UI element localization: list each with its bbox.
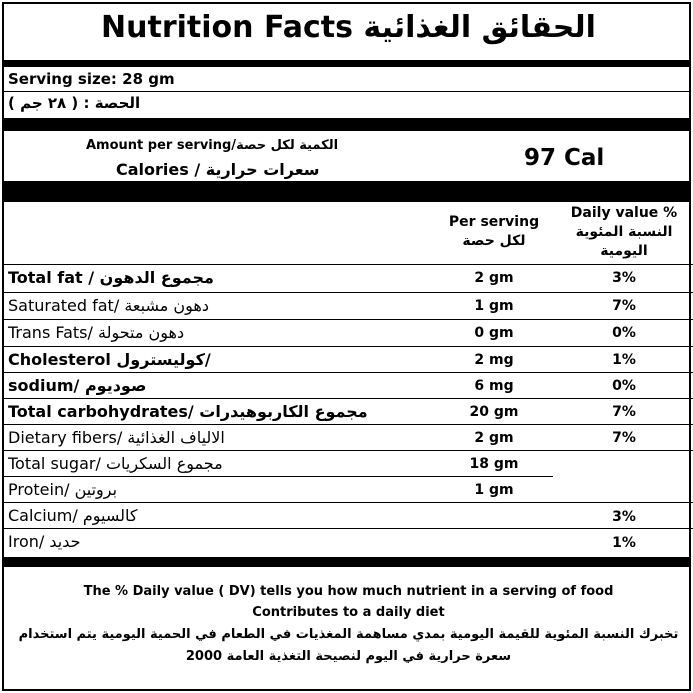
nutrient-row-sodium (4, 373, 693, 400)
nutrient-row-total-fat (4, 265, 693, 292)
nutrient-daily-value: 7% (612, 298, 636, 314)
nutrient-name: Protein/ بروتين (8, 480, 118, 499)
column-per-serving-ar: لكل حصة (462, 233, 526, 249)
nutrient-name: Total carbohydrates/ مجموع الكاربوهيدرات (8, 402, 368, 421)
nutrient-amount: 20 gm (469, 404, 519, 420)
nutrient-amount: 2 gm (474, 270, 514, 286)
nutrient-daily-value: 7% (612, 430, 636, 446)
label-title: Nutrition Facts الحقائق الغذائية (101, 10, 596, 45)
footer-note-en: The % Daily value ( DV) tells you how much nutrient in a serving of food (83, 584, 614, 599)
nutrient-row-saturated-fat (4, 293, 693, 320)
column-daily-value: Daily value % (570, 205, 678, 221)
nutrient-amount: 1 gm (474, 482, 514, 498)
column-daily-value-ar: النسبة المئوية (575, 224, 673, 240)
nutrient-name: Total fat / مجموع الدهون (8, 268, 214, 287)
nutrient-row-trans-fat (4, 320, 693, 347)
nutrient-row-iron (4, 529, 693, 556)
nutrient-row-total-sugar (4, 451, 693, 478)
divider-thick (4, 557, 689, 567)
calories-label: Calories / سعرات حرارية (116, 160, 320, 179)
nutrient-name: Cholesterol كوليسترول/ (8, 350, 211, 369)
calories-value: 97 Cal (524, 145, 605, 171)
nutrient-daily-value: 0% (612, 325, 636, 341)
nutrient-name: Calcium/ كالسيوم (8, 506, 138, 525)
nutrient-row-total-carbohydrates (4, 399, 693, 426)
divider-thick (4, 60, 689, 67)
nutrient-daily-value: 7% (612, 404, 636, 420)
column-daily-value-ar: اليومية (600, 243, 648, 259)
nutrient-amount: 2 mg (474, 352, 514, 368)
amount-per-serving-label: Amount per serving/الكمية لكل حصة (86, 138, 339, 153)
serving-size: Serving size: 28 gm (8, 70, 175, 88)
footer-note-ar: سعرة حرارية في اليوم لنصيحة التغذية العامة 2000 (185, 649, 512, 664)
column-per-serving: Per serving (448, 214, 540, 230)
nutrient-amount: 0 gm (474, 325, 514, 341)
nutrient-row-protein (4, 477, 693, 504)
nutrient-name: sodium/ صوديوم (8, 376, 147, 395)
nutrient-row-cholesterol (4, 347, 693, 374)
nutrient-name: Dietary fibers/ الالياف الغذائية (8, 428, 225, 447)
nutrient-name: Iron/ حديد (8, 532, 81, 551)
nutrient-row-calcium (4, 503, 693, 530)
nutrient-name: Total sugar/ مجموع السكريات (8, 454, 223, 473)
nutrient-amount: 2 gm (474, 430, 514, 446)
nutrient-amount: 18 gm (469, 456, 519, 472)
divider-thick (4, 181, 689, 202)
nutrient-row-dietary-fibers (4, 425, 693, 452)
nutrient-name: Trans Fats/ دهون متحولة (8, 323, 185, 342)
nutrient-amount: 1 gm (474, 298, 514, 314)
divider-thick (4, 118, 689, 131)
nutrient-daily-value: 0% (612, 378, 636, 394)
nutrient-daily-value: 3% (612, 270, 636, 286)
footer-note-en: Contributes to a daily diet (252, 605, 445, 620)
nutrient-amount: 6 mg (474, 378, 514, 394)
nutrient-daily-value: 1% (612, 535, 636, 551)
divider-thin (4, 91, 689, 92)
footer-note-ar: تخبرك النسبة المئوية للقيمة اليومية بمدي مساهمة المغذيات في الطعام في الحمية اليومية يتم استخدام (18, 627, 679, 642)
serving-portion-ar: الحصة : ( ٢٨ جم ) (8, 94, 141, 112)
nutrient-daily-value: 3% (612, 509, 636, 525)
nutrient-daily-value: 1% (612, 352, 636, 368)
nutrition-label (2, 2, 691, 691)
nutrient-name: Saturated fat/ دهون مشبعة (8, 296, 209, 315)
